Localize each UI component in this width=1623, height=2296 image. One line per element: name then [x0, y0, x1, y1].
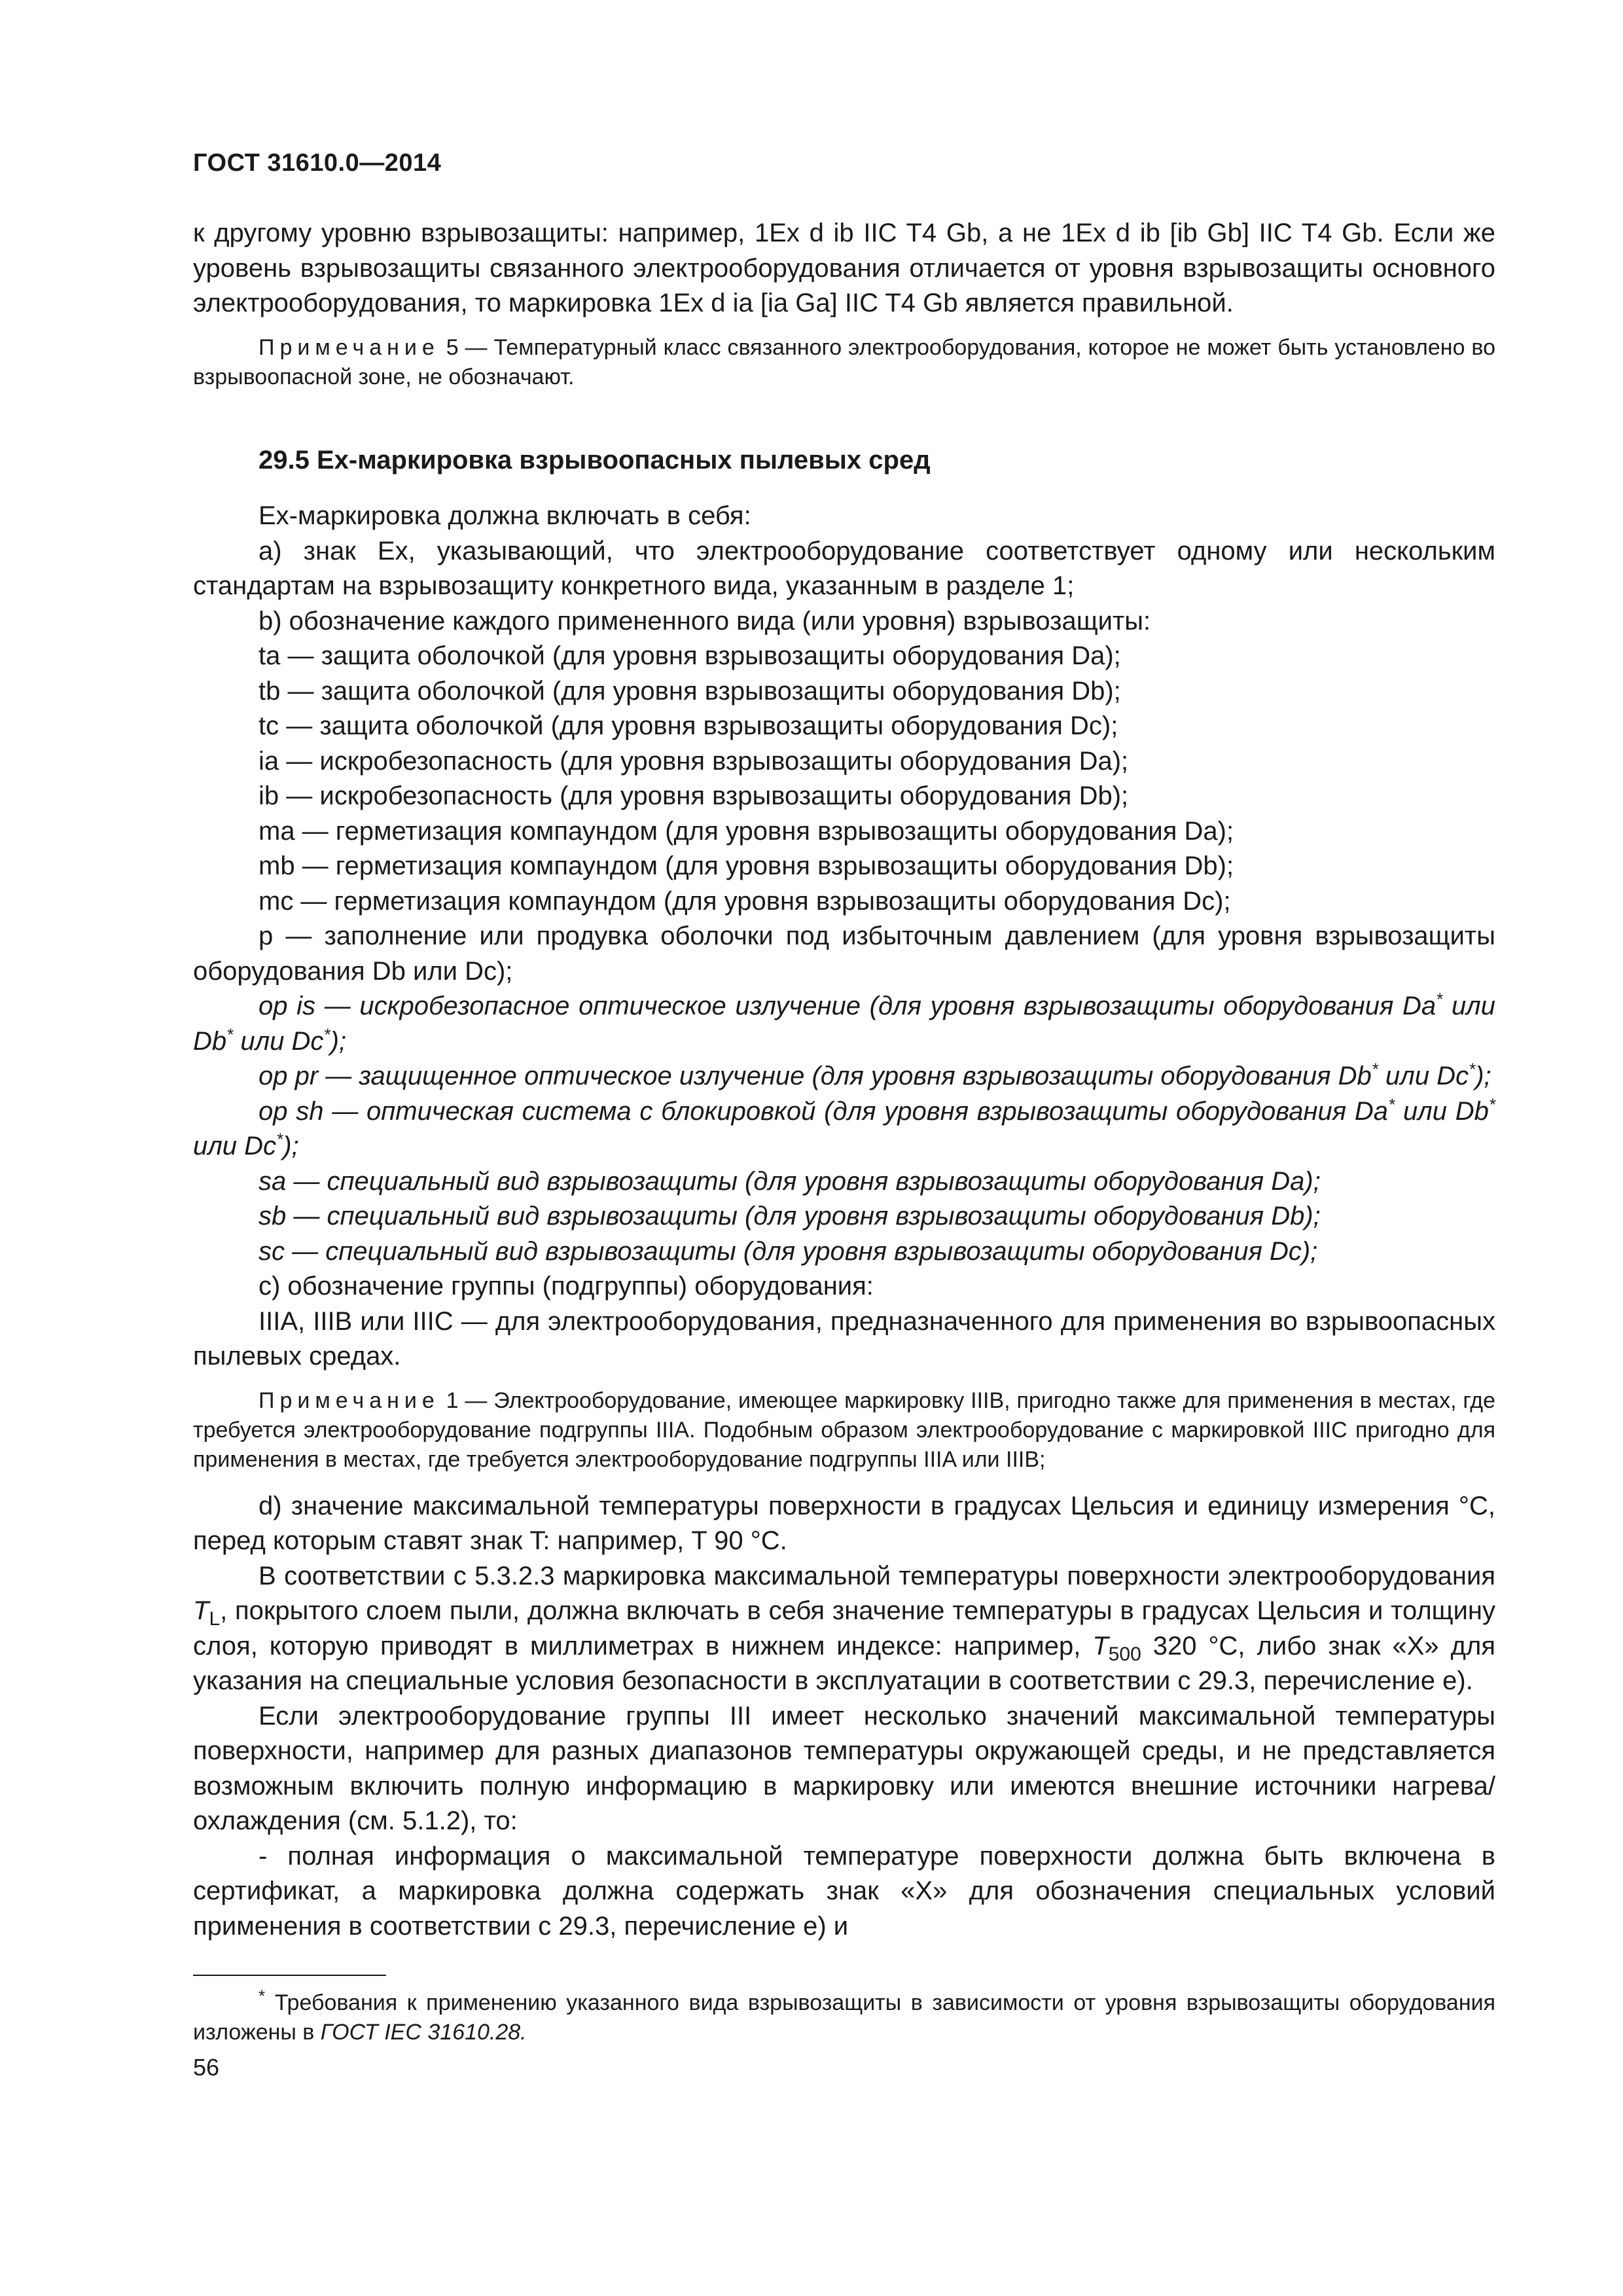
op-sh-text: или Dc: [193, 1132, 277, 1160]
protection-tc: tc — защита оболочкой (для уровня взрывозащиты оборудования Dc);: [259, 711, 1118, 740]
list-item-a: а) знак Ex, указывающий, что электрооборудование соответствует одному или нескольким стандартам на взрывозащиту конкретного вида, указанным в разделе 1;: [193, 536, 1495, 600]
footnote-divider: [193, 1975, 386, 1976]
equipment-groups: IIIA, IIIB или IIIC — для электрооборудования, предназначенного для применения во взрывоопасных пылевых средах.: [193, 1306, 1495, 1371]
protection-ib: ib — искробезопасность (для уровня взрывозащиты оборудования Db);: [259, 781, 1129, 810]
document-header: ГОСТ 31610.0—2014: [193, 149, 442, 177]
protection-p: p — заполнение или продувка оболочки под избыточным давлением (для уровня взрывозащиты оборудования Db или Dc);: [193, 922, 1495, 986]
protection-ia: ia — искробезопасность (для уровня взрывозащиты оборудования Da);: [259, 746, 1129, 776]
op-sh-text: op sh — оптическая система с блокировкой (для уровня взрывозащиты оборудования Da: [259, 1096, 1389, 1126]
page-number: 56: [193, 2054, 220, 2081]
page-content: [193, 216, 1495, 1944]
list-intro: Ex-маркировка должна включать в себя:: [259, 501, 751, 530]
paragraph-text: В соответствии с 5.3.2.3 маркировка максимальной температуры поверхности электрооборудования: [259, 1561, 1495, 1590]
paragraph-text: , покрытого слоем пыли, должна включать в себя значение температуры в градусах Цельсия и толщину слоя, которую приводят в миллиметрах в нижнем индексе: например,: [193, 1596, 1495, 1660]
note-label: Примечание: [259, 334, 440, 360]
footnote-ref: *: [1371, 1059, 1378, 1079]
protection-op-is: [193, 989, 1495, 1059]
footnote-ref: *: [1436, 989, 1443, 1009]
paragraph-group-iii: Если электрооборудование группы III имеет несколько значений максимальной температуры поверхности, например для разных диапазонов температуры окружающей среды, и не представляется возможным включить полную информацию в маркировку или имеются внешние источники нагрева/охлаждения (см. 5.1.2), то:: [193, 1701, 1495, 1835]
protection-mb: mb — герметизация компаундом (для уровня взрывозащиты оборудования Db);: [259, 852, 1234, 880]
list-item-b: b) обозначение каждого примененного вида (или уровня) взрывозащиты:: [259, 606, 1151, 636]
note-label: Примечание: [259, 1388, 440, 1413]
protection-op-sh: [193, 1094, 1495, 1164]
footnote-reference: ГОСТ IEC 31610.28.: [320, 2020, 527, 2045]
list-item-d: d) значение максимальной температуры поверхности в градусах Цельсия и единицу измерения °C, перед которым ставят знак T: например, T 90 °C.: [193, 1491, 1495, 1555]
section-heading: 29.5 Ex-маркировка взрывоопасных пылевых сред: [259, 445, 931, 475]
footnote-ref: *: [226, 1024, 234, 1045]
protection-op-pr: [193, 1059, 1495, 1094]
footnote-ref: *: [323, 1024, 330, 1045]
footnote-ref: *: [1388, 1094, 1395, 1115]
note-text: 1 — Электрооборудование, имеющее маркировку IIIB, пригодно также для применения в местах, где требуется электрооборудование подгруппы IIIA. Подобным образом электрооборудование с маркировкой IIIC пригодно для применения в местах, где требуется электрооборудование подгруппы IIIA или IIIB;: [193, 1388, 1495, 1472]
footnote-ref: *: [276, 1129, 283, 1149]
symbol-t: T: [1092, 1631, 1109, 1660]
protection-sa: sa — специальный вид взрывозащиты (для уровня взрывозащиты оборудования Da);: [259, 1166, 1321, 1196]
op-is-text: op is — искробезопасное оптическое излучение (для уровня взрывозащиты оборудования Da: [259, 992, 1436, 1020]
protection-sc: sc — специальный вид взрывозащиты (для уровня взрывозащиты оборудования Dc);: [259, 1236, 1318, 1266]
paragraph-tl: [193, 1559, 1495, 1699]
protection-tb: tb — защита оболочкой (для уровня взрывозащиты оборудования Db);: [259, 676, 1121, 706]
op-sh-text: или Db: [1395, 1096, 1489, 1126]
op-pr-text: или Dc: [1378, 1062, 1469, 1090]
op-pr-text: );: [1475, 1062, 1491, 1090]
footnote-ref: *: [1488, 1094, 1495, 1115]
note-1: [193, 1386, 1495, 1475]
note-5: [193, 333, 1495, 392]
note-text: 5 — Температурный класс связанного электрооборудования, которое не может быть установлено во взрывоопасной зоне, не обозначают.: [193, 334, 1495, 389]
footnote-text: Требования к применению указанного вида взрывозащиты в зависимости от уровня взрывозащиты оборудования изложены в: [193, 1990, 1495, 2045]
paragraph-text: 320 °C, либо знак «X» для указания на специальные условия безопасности в эксплуатации в соответствии с 29.3, перечисление e).: [193, 1631, 1495, 1695]
op-is-text: или Db: [193, 992, 1495, 1056]
op-sh-text: );: [283, 1132, 299, 1160]
protection-mc: mc — герметизация компаундом (для уровня взрывозащиты оборудования Dc);: [259, 886, 1231, 916]
list-item-c: c) обозначение группы (подгруппы) оборудования:: [259, 1272, 874, 1300]
paragraph-bullet: - полная информация о максимальной температуре поверхности должна быть включена в сертификат, а маркировка должна содержать знак «X» для обозначения специальных условий применения в соответствии с 29.3, перечисление e) и: [193, 1841, 1495, 1941]
footnote-ref: *: [1469, 1059, 1476, 1079]
intro-paragraph: к другому уровню взрывозащиты: например, 1Ex d ib IIC T4 Gb, а не 1Ex d ib [ib Gb] IIC T4 Gb. Если же уровень взрывозащиты связанного электрооборудования отличается от уровня взрывозащиты основного электрооборудования, то маркировка 1Ex d ia [ia Ga] IIC T4 Gb является правильной.: [193, 219, 1495, 317]
protection-ta: ta — защита оболочкой (для уровня взрывозащиты оборудования Da);: [259, 641, 1121, 670]
op-is-text: );: [330, 1026, 346, 1056]
protection-sb: sb — специальный вид взрывозащиты (для уровня взрывозащиты оборудования Db);: [259, 1202, 1321, 1230]
subscript-l: L: [209, 1608, 221, 1630]
footnote: [193, 1988, 1495, 2047]
footnote-mark: *: [259, 1986, 266, 2006]
op-is-text: или Dc: [233, 1026, 324, 1056]
subscript-500: 500: [1108, 1643, 1141, 1665]
op-pr-text: op pr — защищенное оптическое излучение (для уровня взрывозащиты оборудования Db: [259, 1062, 1372, 1090]
protection-ma: ma — герметизация компаундом (для уровня взрывозащиты оборудования Da);: [259, 816, 1234, 846]
symbol-t: T: [193, 1596, 209, 1625]
